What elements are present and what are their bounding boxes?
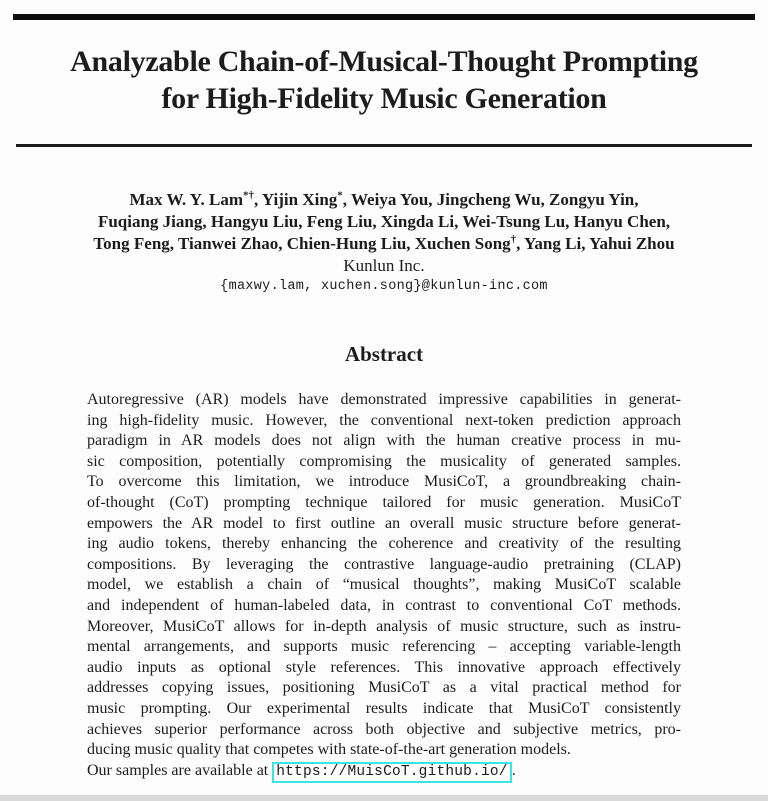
abstract-line: audio inputs as optional style references. This innovative approach effectively: [87, 658, 681, 676]
abstract-line: mental arrangements, and supports music referencing – accepting variable-length: [87, 638, 681, 656]
abstract-last-line: [87, 761, 681, 783]
author-block: [0, 189, 768, 255]
abstract-line: model, we establish a chain of “musical thoughts”, making MusiCoT scalable: [87, 576, 681, 594]
samples-link[interactable]: https://MuisCoT.github.io/: [272, 762, 511, 783]
abstract-line: paradigm in AR models does not align with the human creative process in mu-: [87, 432, 681, 450]
abstract-line: music prompting. Our experimental results indicate that MusiCoT consistently: [87, 699, 681, 717]
samples-text: Our samples are available at: [87, 761, 273, 779]
abstract-body: [87, 390, 681, 783]
abstract-line: sic composition, potentially compromising the musicality of generated samples.: [87, 452, 681, 470]
abstract-line: achieves superior performance across both objective and subjective metrics, pro-: [87, 720, 681, 738]
top-rule: [13, 14, 755, 20]
abstract-line: ducing music quality that competes with state-of-the-art generation models.: [87, 741, 571, 759]
abstract-line: empowers the AR model to first outline an overall music structure before generat-: [87, 514, 681, 532]
author-line: Tong Feng, Tianwei Zhao, Chien-Hung Liu, Xuchen Song†, Yang Li, Yahui Zhou: [93, 233, 675, 253]
abstract-line: Moreover, MusiCoT allows for in-depth analysis of music structure, such as instru-: [87, 617, 681, 635]
abstract-line: ing audio tokens, thereby enhancing the coherence and creativity of the resulting: [87, 535, 681, 553]
abstract-line: compositions. By leveraging the contrastive language-audio pretraining (CLAP): [87, 555, 681, 573]
abstract-line: Autoregressive (AR) models have demonstrated impressive capabilities in generat-: [87, 391, 681, 408]
page-bottom-edge: [0, 795, 768, 801]
samples-period: .: [511, 761, 516, 779]
author-footnote-mark: *: [337, 189, 343, 202]
abstract-line: of-thought (CoT) prompting technique tailored for music generation. MusiCoT: [87, 493, 681, 511]
abstract-lines: [87, 390, 681, 761]
author-line: Max W. Y. Lam*†, Yijin Xing*, Weiya You, Jingcheng Wu, Zongyu Yin,: [129, 189, 639, 209]
title-rule: [16, 144, 752, 147]
affiliation: Kunlun Inc.: [343, 256, 425, 275]
author-line: Fuqiang Jiang, Hangyu Liu, Feng Liu, Xingda Li, Wei-Tsung Lu, Hanyu Chen,: [97, 212, 671, 231]
author-footnote-mark: †: [510, 233, 517, 246]
abstract-line: ing high-fidelity music. However, the conventional next-token prediction approach: [87, 411, 681, 429]
abstract-line: addresses copying issues, positioning MusiCoT as a vital practical method for: [87, 679, 681, 697]
paper-title: [0, 43, 768, 117]
paper-title-line-2: for High-Fidelity Music Generation: [161, 82, 607, 115]
email: {maxwy.lam, xuchen.song}@kunlun-inc.com: [220, 279, 548, 294]
abstract-line: and independent of human-labeled data, in contrast to conventional CoT methods.: [87, 596, 681, 614]
abstract-line: To overcome this limitation, we introduce MusiCoT, a groundbreaking chain-: [87, 473, 681, 491]
author-footnote-mark: *†: [243, 189, 254, 202]
paper-title-line-1: Analyzable Chain-of-Musical-Thought Prompting: [70, 45, 698, 78]
abstract-heading: Abstract: [344, 342, 424, 366]
